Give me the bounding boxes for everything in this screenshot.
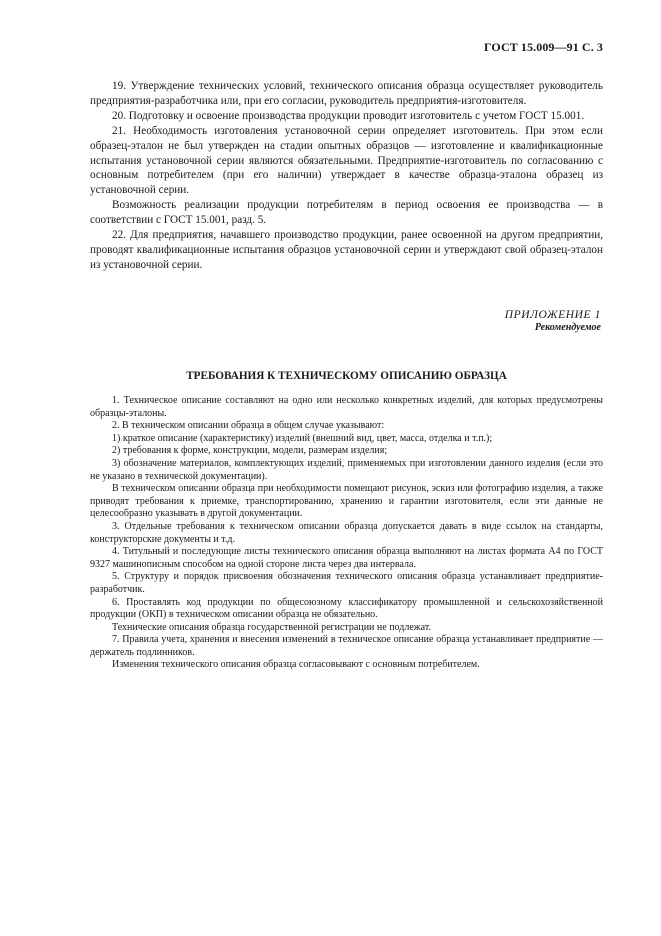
- appendix-label: [505, 309, 601, 333]
- paragraph: Изменения технического описания образца согласовывают с основным потребителем.: [112, 659, 480, 671]
- paragraph: 1) краткое описание (характеристику) изделий (внешний вид, цвет, масса, отделка и т.п.);: [112, 432, 493, 444]
- paragraph: 7. Правила учета, хранения и внесения изменений в техническое описание образца устанавливает предприятие — держатель подлинников.: [90, 634, 603, 658]
- paragraph: 3. Отдельные требования к техническом описании образца допускается давать в виде ссылок на стандарты, конструкторские документы и т.д.: [90, 520, 603, 545]
- paragraph: 2) требования к форме, конструкции, модели, размерам изделия;: [112, 445, 388, 457]
- paragraph: Возможность реализации продукции потребителям в период освоения ее производства — в соответствии с ГОСТ 15.001, разд. 5.: [90, 199, 603, 227]
- section-title: ТРЕБОВАНИЯ К ТЕХНИЧЕСКОМУ ОПИСАНИЮ ОБРАЗЦА: [186, 370, 507, 382]
- paragraph: 3) обозначение материалов, комплектующих изделий, применяемых при изготовлении данного изделия (если это не указано в технической документации).: [90, 457, 603, 482]
- paragraph: 4. Титульный и последующие листы технического описания образца выполняют на листах формата А4 по ГОСТ 9327 машинописным способом на одной стороне листа через два интервала.: [90, 546, 603, 570]
- paragraph: 6. Проставлять код продукции по общесоюзному классификатору промышленной и сельскохозяйственной продукции (ОКП) в техническом описании образца не обязательно.: [90, 596, 603, 621]
- paragraph: Технические описания образца государственной регистрации не подлежат.: [112, 621, 431, 633]
- section-clauses-19-22: [90, 79, 603, 273]
- paragraph: 1. Техническое описание составляют на одно или несколько конкретных изделий, для которых предусмотрены образцы-эталоны.: [90, 395, 603, 419]
- paragraph: 21. Необходимость изготовления установочной серии определяет изготовитель. При этом если образец-эталон не был утвержден на стадии опытных образцов — изготовление и квалификационные испытания установочной серии являются обязательными. Предприятие-изготовитель по согласованию с основным потребителем (при его наличии) утверждает в качестве образца-эталона образец из установочной серии.: [90, 124, 603, 197]
- paragraph: В техническом описании образца при необходимости помещают рисунок, эскиз или фотографию изделия, а также приводят требования к приемке, транспортированию, хранению и гарантии изготовителя, если эти данные не целесообразно указывать в другой документации.: [90, 483, 603, 520]
- paragraph: 19. Утверждение технических условий, технического описания образца осуществляет руководитель предприятия-разработчика или, при его согласии, руководитель предприятия-изготовителя.: [90, 80, 603, 107]
- paragraph: 20. Подготовку и освоение производства продукции проводит изготовитель с учетом ГОСТ 15.001.: [112, 109, 585, 122]
- appendix-subtitle: Рекомендуемое: [534, 322, 601, 333]
- paragraph: 5. Структуру и порядок присвоения обозначения технического описания образца устанавливает предприятие-разработчик.: [90, 571, 603, 595]
- paragraph: 22. Для предприятия, начавшего производство продукции, ранее освоенной на другом предприятии, проводят квалификационные испытания образцов установочной серии и утверждают свой образец-эталон из установочной серии.: [90, 229, 603, 271]
- page-header: ГОСТ 15.009—91 С. 3: [483, 40, 603, 54]
- section-requirements: [90, 395, 603, 672]
- appendix-title: ПРИЛОЖЕНИЕ 1: [504, 309, 601, 321]
- paragraph: 2. В техническом описании образца в общем случае указывают:: [112, 420, 385, 432]
